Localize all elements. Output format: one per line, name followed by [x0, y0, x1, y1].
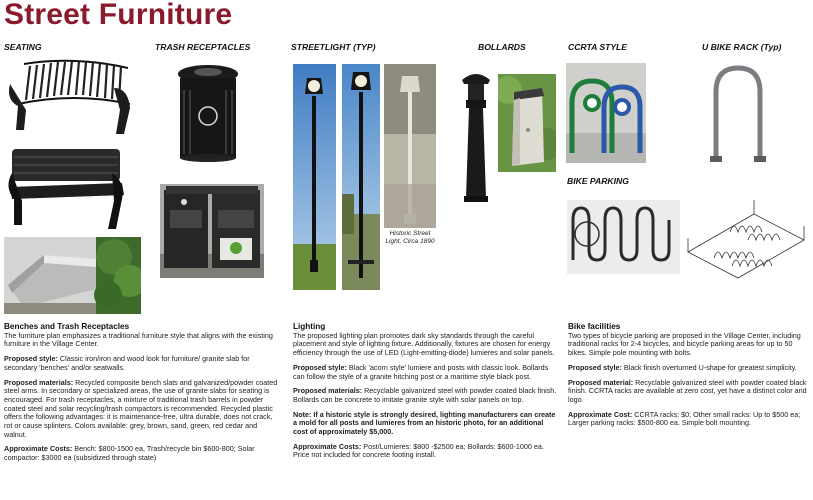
lighting-costs-text: Post/Lumieres: $800 -$2500 ea; Bollards: $600-1000 ea. Price not included for concrete footing install. [293, 441, 544, 460]
lighting-style-paragraph [293, 364, 559, 381]
lighting-note-text: Note: If a historic style is strongly desired, lighting manufacturers can create a mold for all posts and lumieres from an historic photo, for an additional cost of approximately $5,000. [293, 409, 556, 437]
lighting-materials-label: Proposed materials: [293, 386, 363, 396]
bench-photo-2 [4, 143, 128, 231]
streetlight-photo-2 [342, 64, 380, 290]
bike-intro: Two types of bicycle parking are proposed in the Village Center, including traditional racks for 2-4 bicycles, and bicycle parking areas for up to 50 bikes. Simple pole mounting with bolts. [568, 330, 801, 358]
benches-materials-label: Proposed materials: [4, 377, 74, 387]
bike-materials-label: Proposed material: [568, 377, 634, 387]
benches-intro: The furniture plan emphasizes a traditional furniture style that aligns with the existing furniture in the Village Center. [4, 330, 273, 349]
lighting-costs-label: Approximate Costs: [293, 441, 362, 451]
u-bike-rack-photo [702, 62, 774, 166]
historic-streetlight-caption: Historic Street Light, Circa 1890 [385, 230, 435, 245]
bollards-label: BOLLARDS [478, 42, 526, 52]
lighting-section [293, 323, 559, 466]
historic-streetlight-photo [384, 64, 436, 228]
streetlight-label: STREETLIGHT (TYP) [291, 42, 376, 52]
bike-parking-diagram [684, 196, 808, 288]
benches-materials-text: Recycled composite bench slats and galvanized/powder coated steel arms. In secondary or specialized areas, the use of granite slabs for seating is encouraged. For trash receptacles, a mixture of traditional trash barrels in powder coated steel and solar recycling/trash compactors is recommended. Recycled plastic offers the following advantages: it is maintenance-free, ultra durable, does not crack, rot or cause splinters. Colors available: grey, brown, sand, green, red cedar and walnut. [4, 377, 278, 439]
ccrta-style-label: CCRTA STYLE [568, 42, 628, 52]
benches-style-paragraph [4, 355, 280, 372]
bike-parking-label: BIKE PARKING [567, 176, 629, 186]
bollard-black-photo [458, 70, 494, 204]
benches-costs-text: Bench: $800-1500 ea, Trash/recycle bin $600-800; Solar compactor: $3000 ea (subsidized through state) [4, 444, 255, 463]
streetlight-photo-1 [293, 64, 336, 290]
page-title: Street Furniture [4, 0, 233, 31]
lighting-note [293, 411, 559, 437]
benches-trash-section [4, 323, 280, 469]
bike-materials-text: Recyclable galvanized steel with powder coated black finish. CCRTA racks are available at zero cost, yet have a distinct color and logo. [568, 377, 807, 404]
bike-style-label: Proposed style: [568, 362, 622, 372]
lighting-costs-paragraph [293, 443, 559, 460]
ccrta-rack-photo [566, 63, 646, 163]
benches-costs-paragraph [4, 445, 280, 462]
u-bike-rack-label: U BIKE RACK (Typ) [702, 42, 782, 52]
benches-style-label: Proposed style: [4, 354, 58, 364]
benches-costs-label: Approximate Costs: [4, 444, 73, 454]
seating-label: SEATING [4, 42, 42, 52]
bike-style-text: Black finish overturned U-shape for greatest simplicity. [623, 362, 797, 372]
bike-costs-label: Approximate Cost: [568, 409, 633, 419]
bike-materials-paragraph [568, 379, 808, 405]
trash-receptacle-photo [168, 60, 248, 165]
lighting-materials-paragraph [293, 387, 559, 404]
wave-bike-rack-photo [567, 200, 680, 274]
lighting-style-label: Proposed style: [293, 362, 347, 372]
bike-costs-text: CCRTA racks: $0; Other small racks: Up to $500 ea; Larger parking racks: $500-800 ea. Simple bolt mounting. [568, 409, 801, 428]
lighting-intro: The proposed lighting plan promotes dark sky standards through the careful placement and style of lighting fixture. Additionally, fixtures are chosen for energy efficiency through the use of LED (Light-emitting-diode) lumieres and solar panels. [293, 330, 555, 358]
granite-slab-photo [4, 237, 141, 314]
bench-photo-1 [4, 54, 132, 138]
bike-facilities-section [568, 323, 808, 434]
bollard-concrete-photo [498, 74, 556, 172]
solar-compactor-photo [160, 184, 264, 278]
benches-heading: Benches and Trash Receptacles [4, 322, 130, 331]
bike-heading: Bike facilities [568, 322, 621, 331]
benches-materials-paragraph [4, 379, 280, 440]
benches-style-text: Classic iron/iron and wood look for furniture/ granite slab for secondary 'benches' and/or seatwalls. [4, 354, 250, 372]
bike-style-paragraph [568, 364, 808, 373]
lighting-materials-text: Recyclable galvanized steel with powder coated black finish. Bollards can be concrete to imitate granite style with solar panels on top. [293, 386, 557, 404]
lighting-style-text: Black 'acorn style' lumiere and posts with classic look. Bollards can follow the style of a granite hitching post or a maritime style black post. [293, 362, 549, 381]
trash-receptacles-label: TRASH RECEPTACLES [155, 42, 251, 52]
lighting-heading: Lighting [293, 322, 326, 331]
bike-costs-paragraph [568, 411, 808, 428]
